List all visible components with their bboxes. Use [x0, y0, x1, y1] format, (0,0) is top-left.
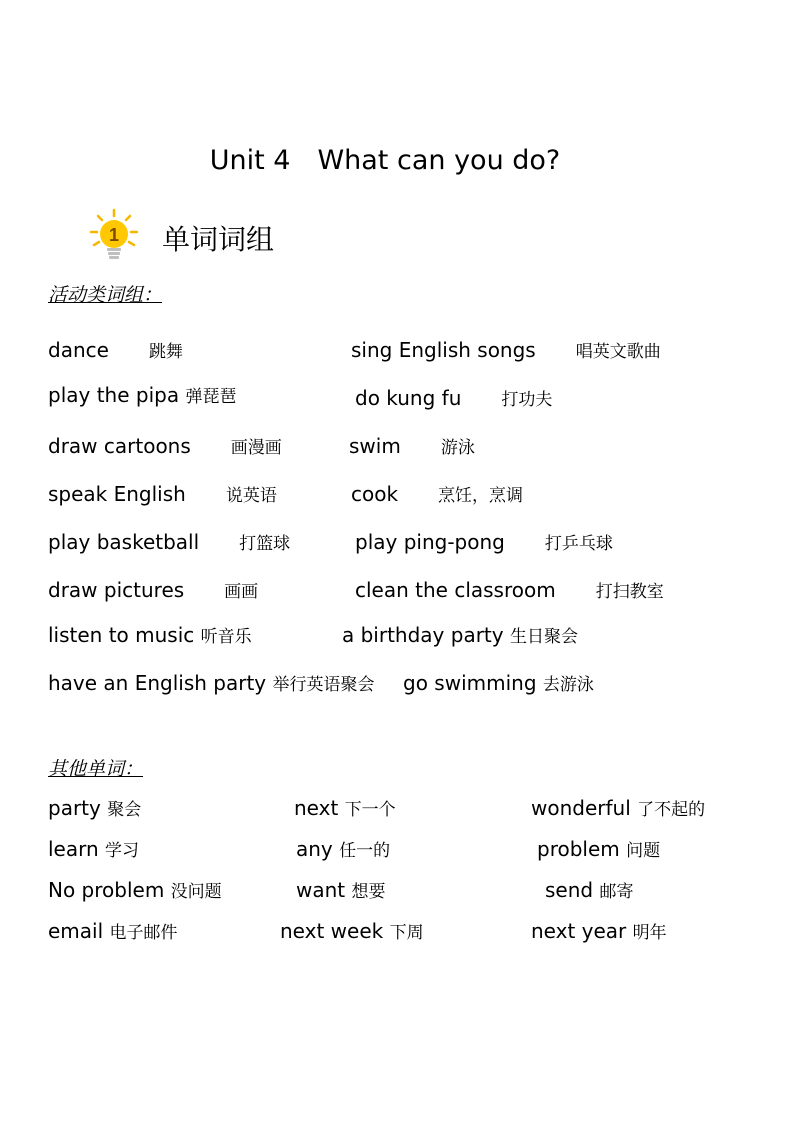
vocab-item [545, 877, 633, 902]
english-term: have an English party [48, 671, 267, 695]
term-gap [398, 482, 438, 506]
english-term: send [545, 878, 594, 902]
english-term: sing English songs [351, 338, 536, 362]
section-header [88, 208, 274, 264]
vocab-item [355, 574, 664, 603]
vocab-item [280, 918, 424, 943]
other-heading: 其他单词： [48, 758, 144, 780]
chinese-meaning: 邮寄 [599, 882, 634, 902]
chinese-meaning: 没问题 [170, 882, 222, 902]
english-term: learn [48, 837, 99, 861]
english-term: next week [280, 919, 384, 943]
chinese-meaning: 打扫教室 [595, 582, 664, 602]
vocab-item [537, 836, 660, 861]
chinese-meaning: 去游泳 [542, 675, 594, 695]
term-gap [461, 386, 501, 410]
english-term: do kung fu [355, 386, 462, 410]
english-term: draw pictures [48, 578, 185, 602]
english-term: No problem [48, 878, 165, 902]
term-gap [556, 578, 596, 602]
vocab-item [48, 526, 290, 555]
chinese-meaning: 了不起的 [637, 800, 706, 820]
vocab-item [48, 795, 141, 820]
english-term: swim [349, 434, 401, 458]
chinese-meaning: 下周 [389, 923, 424, 943]
page-title: Unit 4 What can you do? [209, 145, 561, 176]
english-term: clean the classroom [355, 578, 556, 602]
vocab-item [48, 334, 183, 363]
chinese-meaning: 问题 [626, 841, 661, 861]
vocab-item [355, 382, 552, 411]
chinese-meaning: 画漫画 [230, 438, 282, 458]
english-term: a birthday party [342, 623, 504, 647]
section-title: 单词词组 [162, 223, 275, 256]
vocab-item [351, 478, 523, 507]
english-term: want [296, 878, 346, 902]
english-term: wonderful [531, 796, 631, 820]
vocab-item [355, 526, 613, 555]
chinese-meaning: 打乒乓球 [544, 534, 613, 554]
lightbulb-icon [88, 208, 140, 264]
vocab-item [48, 622, 252, 647]
chinese-meaning: 生日聚会 [509, 627, 578, 647]
chinese-meaning: 唱英文歌曲 [575, 342, 661, 362]
vocab-item [48, 670, 375, 695]
english-term: go swimming [403, 671, 537, 695]
term-gap [505, 530, 545, 554]
english-term: email [48, 919, 104, 943]
vocab-item [349, 430, 475, 459]
chinese-meaning: 聚会 [107, 800, 142, 820]
vocab-item [342, 622, 578, 647]
vocab-item [48, 836, 139, 861]
term-gap [184, 578, 224, 602]
vocab-item [48, 918, 178, 943]
chinese-meaning: 电子邮件 [109, 923, 178, 943]
english-term: draw cartoons [48, 434, 191, 458]
chinese-meaning: 想要 [351, 882, 386, 902]
vocab-item [531, 795, 705, 820]
english-term: any [296, 837, 333, 861]
chinese-meaning: 学习 [105, 841, 140, 861]
english-term: dance [48, 338, 109, 362]
english-term: problem [537, 837, 620, 861]
vocab-item [48, 877, 222, 902]
english-term: play basketball [48, 530, 200, 554]
english-term: party [48, 796, 101, 820]
vocab-item [294, 795, 396, 820]
vocab-item [48, 430, 282, 459]
english-term: cook [351, 482, 399, 506]
chinese-meaning: 举行英语聚会 [272, 675, 375, 695]
chinese-meaning: 打功夫 [501, 390, 553, 410]
term-gap [199, 530, 239, 554]
english-term: listen to music [48, 623, 195, 647]
vocab-item [296, 836, 390, 861]
vocab-item [351, 334, 661, 363]
term-gap [191, 434, 231, 458]
chinese-meaning: 弹琵琶 [185, 387, 237, 407]
vocab-item [48, 478, 277, 507]
chinese-meaning: 任一的 [339, 841, 391, 861]
chinese-meaning: 说英语 [225, 486, 277, 506]
english-term: play the pipa [48, 383, 180, 407]
vocab-item [403, 670, 594, 695]
chinese-meaning: 打篮球 [239, 534, 291, 554]
chinese-meaning: 烹饪，烹调 [438, 486, 524, 506]
term-gap [401, 434, 441, 458]
term-gap [186, 482, 226, 506]
english-term: next year [531, 919, 627, 943]
term-gap [536, 338, 576, 362]
chinese-meaning: 明年 [632, 923, 667, 943]
chinese-meaning: 跳舞 [148, 342, 183, 362]
vocab-item [48, 382, 236, 407]
chinese-meaning: 下一个 [344, 800, 396, 820]
english-term: speak English [48, 482, 186, 506]
english-term: next [294, 796, 339, 820]
vocab-item [296, 877, 386, 902]
activity-heading: 活动类词组： [48, 284, 163, 306]
vocab-item [531, 918, 667, 943]
section-number: 1 [108, 225, 120, 245]
chinese-meaning: 游泳 [440, 438, 475, 458]
vocab-item [48, 574, 258, 603]
term-gap [109, 338, 149, 362]
chinese-meaning: 画画 [224, 582, 259, 602]
chinese-meaning: 听音乐 [200, 627, 252, 647]
english-term: play ping-pong [355, 530, 505, 554]
